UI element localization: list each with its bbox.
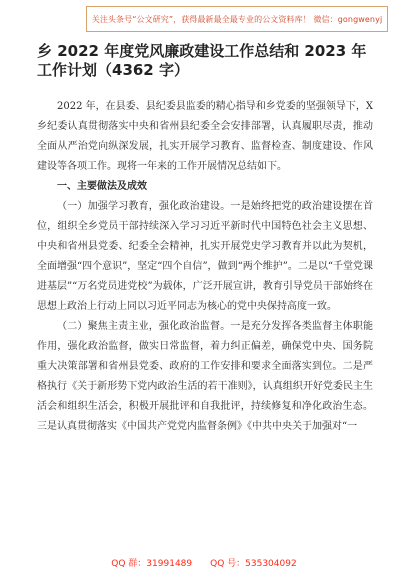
document-body: [37, 97, 373, 437]
footer-qq-number: QQ 号：535304092: [210, 559, 297, 569]
document-title: 乡 2022 年度党风廉政建设工作总结和 2023 年工作计划（4362 字）: [37, 42, 367, 79]
footer-qq-group: QQ 群：31991489: [111, 559, 193, 569]
header-banner: [86, 6, 388, 32]
header-banner-text: 关注头条号“公文研究”，获得最新最全最专业的公文资料库！ 微信：gongwenyj: [91, 14, 383, 24]
paragraph-2: （二）聚焦主责主业，强化政治监督。一是充分发挥各类监督主体职能作用，强化政治监督，做实日常监督，着力纠正偏差，确保党中央、国务院重大决策部署和省州县党委、政府的工作安排和要求全面落实到位。二是严格执行《关于新形势下党内政治生活的若干准则》，认真组织开好党委民主生活会和组织生活会，积极开展批评和自我批评，持续修复和净化政治生态。三是认真贯彻落实《中国共产党党内监督条例》《中共中央关于加强对“一: [37, 321, 373, 432]
footer: [0, 556, 408, 569]
paragraph-1: （一）加强学习教育，强化政治建设。一是始终把党的政治建设摆在首位，组织全乡党员干部持续深入学习习近平新时代中国特色社会主义思想、中央和省州县党委、纪委全会精神，扎实开展党史学习教育并以此为契机，全面增强“四个意识”，坚定“四个自信”，做到“两个维护”。二是以“千堂党课进基层”“万名党员进党校”为载体，广泛开展宣讲，教育引导党员干部始终在思想上政治上行动上同以习近平同志为核心的党中央保持高度一致。: [37, 201, 373, 312]
section-heading: 一、主要做法及成效: [57, 181, 147, 192]
intro-paragraph: 2022 年，在县委、县纪委县监委的精心指导和乡党委的坚强领导下，X 乡纪委认真贯彻落实中央和省州县纪委全会安排部署，认真履职尽责，推动全面从严治党向纵深发展，扎实开展学习教育、监督检查、制度建设、作风建设等各项工作。现将一年来的工作开展情况总结如下。: [37, 101, 373, 172]
